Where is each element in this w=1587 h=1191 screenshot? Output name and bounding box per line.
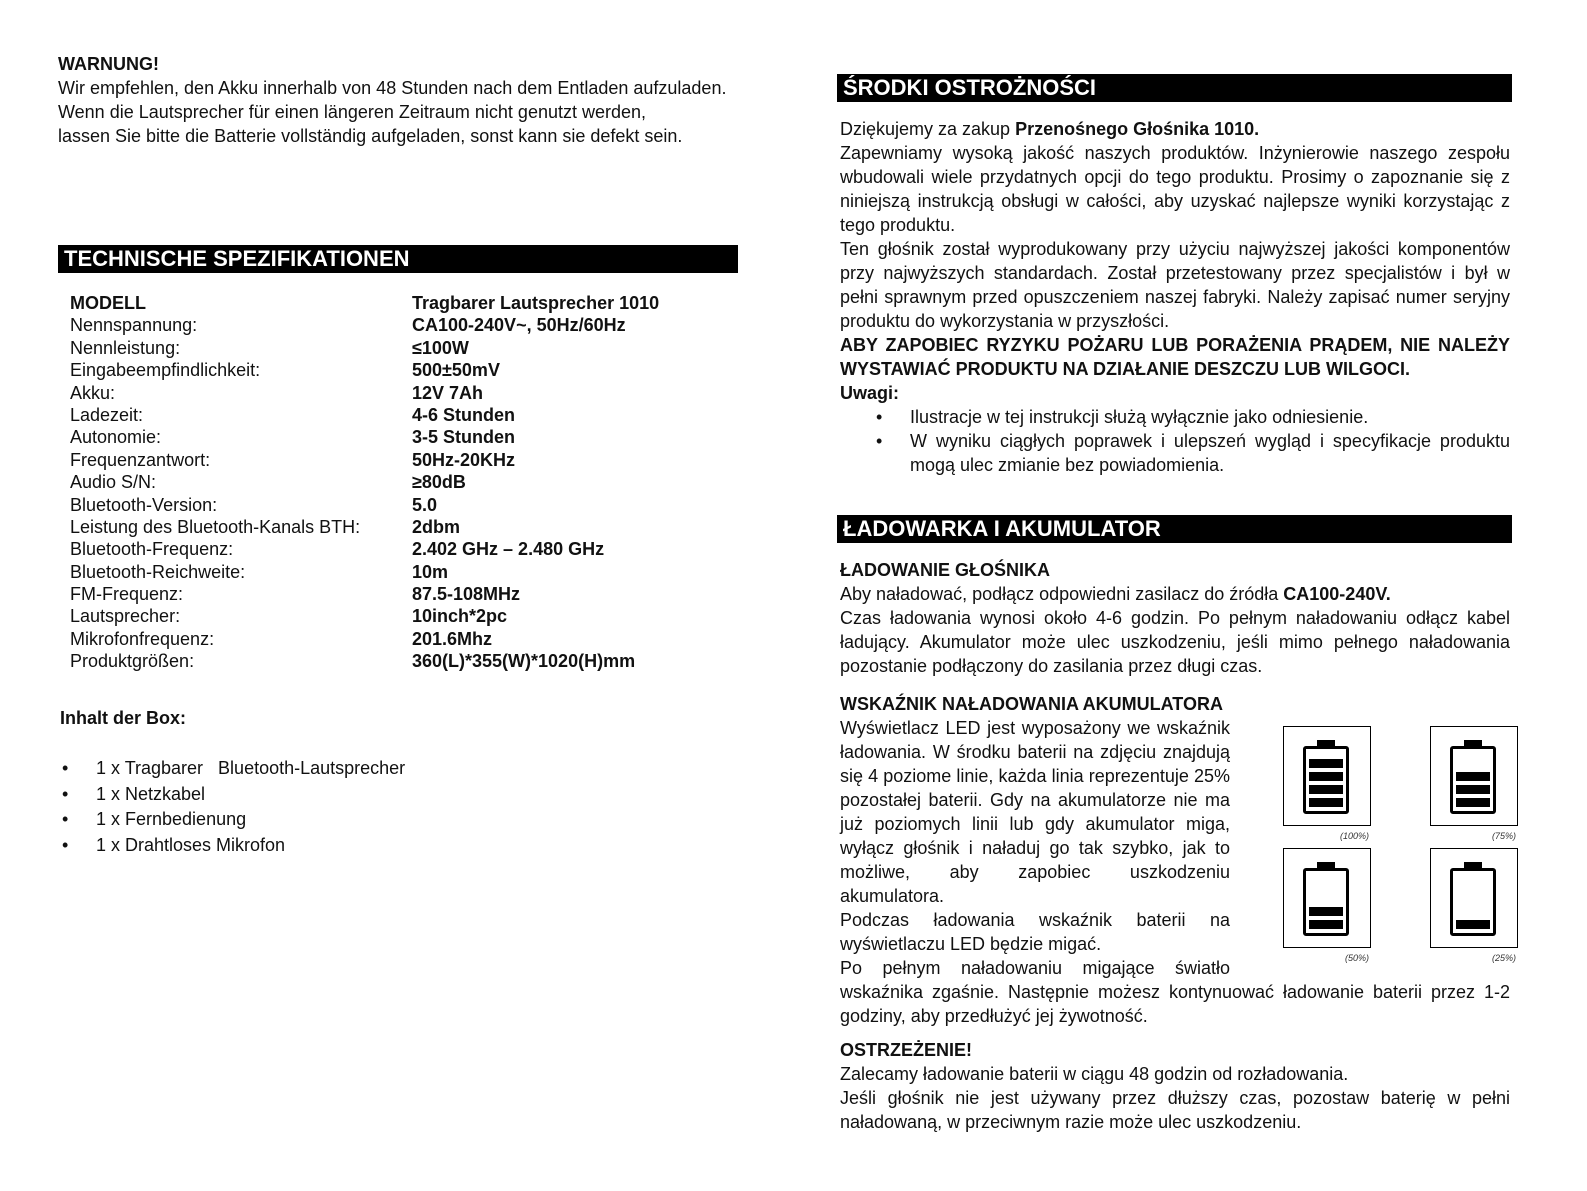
spec-label: Nennleistung: (70, 337, 181, 358)
bullet-icon: • (62, 809, 69, 829)
battery-bar (1456, 772, 1490, 781)
spec-label: MODELL (70, 293, 146, 313)
spec-value: 5.0 (412, 494, 438, 515)
warning-text-de-2a: Wenn die Lautsprecher für einen längeren Zeitraum nicht genutzt werden, (58, 102, 647, 122)
indicator-paragraph-3a: Po pełnym naładowaniu migające światło (840, 958, 1230, 978)
list-item (60, 833, 660, 859)
spec-value: ≥80dB (412, 472, 466, 493)
spec-value: CA100-240V~, 50Hz/60Hz (412, 315, 626, 336)
list-item-text: 1 x Drahtloses Mikrofon (96, 834, 286, 855)
spec-label: Bluetooth-Frequenz: (70, 539, 234, 560)
battery-icon (1430, 726, 1518, 826)
box-contents-title: Inhalt der Box: (60, 708, 187, 728)
list-item-text: 1 x Netzkabel (96, 783, 206, 804)
spec-row (70, 382, 659, 404)
spec-label: Bluetooth-Reichweite: (70, 561, 246, 582)
indicator-paragraph-2: Podczas ładowania wskaźnik baterii na wyświetlaczu LED będzie migać. (840, 910, 1230, 954)
thanks-line (840, 117, 1510, 141)
bullet-icon: • (62, 758, 69, 778)
product-name: Przenośnego Głośnika 1010. (1015, 119, 1260, 139)
spec-value: 4-6 Stunden (412, 404, 516, 425)
battery-body (1303, 746, 1349, 814)
precautions-header: ŚRODKI OSTROŻNOŚCI (837, 74, 1512, 102)
battery-label: (100%) (1339, 831, 1369, 841)
spec-row (70, 538, 659, 560)
spec-label: Eingabeempfindlichkeit: (70, 360, 261, 381)
battery-bar (1309, 907, 1343, 916)
spec-row (70, 494, 659, 516)
spec-value: 2dbm (412, 516, 461, 537)
notes-title: Uwagi: (840, 383, 900, 403)
warning-text-pl-1: Zalecamy ładowanie baterii w ciągu 48 godzin od rozładowania. (840, 1064, 1349, 1084)
warning-section-de (58, 52, 734, 148)
spec-label: Nennspannung: (70, 315, 198, 336)
spec-label: Leistung des Bluetooth-Kanals BTH: (70, 516, 361, 537)
spec-row (70, 359, 659, 381)
charging-title: ŁADOWANIE GŁOŚNIKA (840, 560, 1050, 580)
spec-label: Frequenzantwort: (70, 449, 211, 470)
spec-label: Lautsprecher: (70, 606, 181, 627)
precautions-paragraph-1: Zapewniamy wysoką jakość naszych produktów. Inżynierowie naszego zespołu wbudowali wiele przydatnych opcji do tego produktu. Prosimy o zapoznanie się z niniejszą instrukcją obsługi w całości, aby uzyskać najlepsze wyniki korzystając z tego produktu. (840, 143, 1510, 235)
spec-label: Audio S/N: (70, 472, 157, 493)
indicator-paragraph-1: Wyświetlacz LED jest wyposażony we wskaźnik ładowania. W środku baterii na zdjęciu znajdują się 4 poziome linie, każda linia reprezentuje 25% pozostałej baterii. Gdy na akumulatorze nie ma już poziomych linii lub gdy akumulator miga, wyłącz głośnik i naładuj go tak szybko, jak to możliwe, aby zapobiec uszkodzeniu akumulatora. (840, 718, 1230, 906)
spec-value: 50Hz-20KHz (412, 449, 516, 470)
battery-bar (1309, 920, 1343, 929)
spec-value: 12V 7Ah (412, 382, 484, 403)
spec-value: 2.402 GHz – 2.480 GHz (412, 539, 605, 560)
spec-label: Autonomie: (70, 427, 162, 448)
specs-header: TECHNISCHE SPEZIFIKATIONEN (58, 245, 738, 273)
rain-warning: ABY ZAPOBIEC RYZYKU POŻARU LUB PORAŻENIA PRĄDEM, NIE NALEŻY WYSTAWIAĆ PRODUKTU NA DZIAŁANIE DESZCZU LUB WILGOCI. (840, 335, 1510, 379)
indicator-paragraph-3b: wskaźnika zgaśnie. Następnie możesz kontynuować ładowanie baterii przez 1-2 godziny, aby przedłużyć jej żywotność. (840, 982, 1510, 1026)
battery-label: (50%) (1344, 953, 1369, 963)
spec-row (70, 628, 659, 650)
spec-row (70, 561, 659, 583)
battery-icon (1283, 848, 1371, 948)
spec-row (70, 449, 659, 471)
list-item (60, 807, 660, 833)
battery-bar (1309, 759, 1343, 768)
battery-indicator-figure (1299, 736, 1539, 976)
note-item (840, 405, 1510, 429)
precautions-section (840, 117, 1510, 477)
notes-list (840, 405, 1510, 477)
indicator-title: WSKAŹNIK NAŁADOWANIA AKUMULATORA (840, 694, 1223, 714)
charging-paragraph: Czas ładowania wynosi około 4-6 godzin. Po pełnym naładowaniu odłącz kabel ładujący. Akumulator może ulec uszkodzeniu, jeśli mimo pełnego naładowania pozostanie podłączony do zasilania przez długi czas. (840, 608, 1510, 676)
bullet-icon: • (876, 431, 883, 451)
battery-level-4 (1430, 848, 1518, 964)
battery-bar (1456, 785, 1490, 794)
list-item-text: 1 x Fernbedienung (96, 809, 247, 829)
spec-value: 3-5 Stunden (412, 427, 516, 448)
spec-value: 87.5-108MHz (412, 584, 521, 605)
charging-text: Aby naładować, podłącz odpowiedni zasilacz do źródła (840, 584, 1284, 604)
battery-body (1303, 868, 1349, 936)
spec-value: Tragbarer Lautsprecher 1010 (412, 293, 660, 313)
warning-title-de: WARNUNG! (58, 54, 159, 74)
list-item-text: 1 x Tragbarer Bluetooth-Lautsprecher (96, 758, 406, 778)
box-contents-list (60, 756, 660, 858)
precautions-paragraph-2: Ten głośnik został wyprodukowany przy użyciu najwyższej jakości komponentów przy najwyższych standardach. Został przetestowany przez specjalistów i był w pełni sprawnym przed opuszczeniem naszej fabryki. Należy zapisać numer seryjny produktu do wykorzystania w przyszłości. (840, 239, 1510, 331)
spec-row (70, 471, 659, 493)
list-item (60, 782, 660, 808)
battery-bar (1456, 798, 1490, 807)
spec-row (70, 605, 659, 627)
spec-row (70, 404, 659, 426)
warning-title-pl: OSTRZEŻENIE! (840, 1040, 973, 1060)
battery-bar (1456, 920, 1490, 929)
battery-icon (1430, 848, 1518, 948)
charging-line (840, 582, 1510, 606)
charging-voltage: CA100-240V. (1283, 584, 1391, 604)
spec-value: 360(L)*355(W)*1020(H)mm (412, 651, 636, 672)
note-text: W wyniku ciągłych poprawek i ulepszeń wygląd i specyfikacje produktu mogą ulec zmianie bez powiadomienia. (910, 431, 1510, 475)
battery-bar (1309, 798, 1343, 807)
spec-row (70, 337, 659, 359)
spec-value: 10m (412, 561, 449, 582)
spec-row (70, 292, 659, 314)
bullet-icon: • (62, 783, 69, 804)
spec-label: Ladezeit: (70, 404, 144, 425)
spec-value: 201.6Mhz (412, 628, 493, 649)
spec-label: Produktgrößen: (70, 651, 195, 672)
thanks-text: Dziękujemy za zakup (840, 119, 1016, 139)
warning-text-pl-2: Jeśli głośnik nie jest używany przez dłuższy czas, pozostaw baterię w pełni naładowaną, w przeciwnym razie może ulec uszkodzeniu. (840, 1088, 1510, 1132)
spec-row (70, 516, 659, 538)
spec-row (70, 426, 659, 448)
list-item (60, 756, 660, 782)
battery-bar (1309, 785, 1343, 794)
spec-row (70, 650, 659, 672)
battery-bar (1309, 772, 1343, 781)
spec-label: Akku: (70, 382, 116, 403)
battery-label: (25%) (1491, 953, 1516, 963)
note-text: Ilustracje w tej instrukcji służą wyłącznie jako odniesienie. (910, 407, 1369, 427)
spec-label: Mikrofonfrequenz: (70, 628, 215, 649)
battery-label: (75%) (1491, 831, 1516, 841)
specs-table (70, 292, 659, 673)
spec-row (70, 583, 659, 605)
battery-level-1 (1283, 726, 1371, 842)
spec-label: FM-Frequenz: (70, 584, 184, 605)
battery-body (1450, 746, 1496, 814)
battery-level-2 (1430, 726, 1518, 842)
bullet-icon: • (62, 834, 69, 855)
charger-header: ŁADOWARKA I AKUMULATOR (837, 515, 1512, 543)
spec-value: 10inch*2pc (412, 606, 508, 627)
charging-section (840, 558, 1510, 678)
spec-value: 500±50mV (412, 360, 500, 381)
battery-body (1450, 868, 1496, 936)
spec-row (70, 314, 659, 336)
box-contents-section (60, 706, 660, 858)
spec-value: ≤100W (412, 337, 469, 358)
battery-icon (1283, 726, 1371, 826)
bullet-icon: • (876, 407, 883, 427)
note-item (840, 429, 1510, 477)
warning-text-de-1: Wir empfehlen, den Akku innerhalb von 48 Stunden nach dem Entladen aufzuladen. (58, 78, 727, 98)
warning-text-de-2b: lassen Sie bitte die Batterie vollständig aufgeladen, sonst kann sie defekt sein. (58, 126, 683, 146)
warning-section-pl (840, 1038, 1510, 1134)
battery-level-3 (1283, 848, 1371, 964)
spec-label: Bluetooth-Version: (70, 494, 218, 515)
